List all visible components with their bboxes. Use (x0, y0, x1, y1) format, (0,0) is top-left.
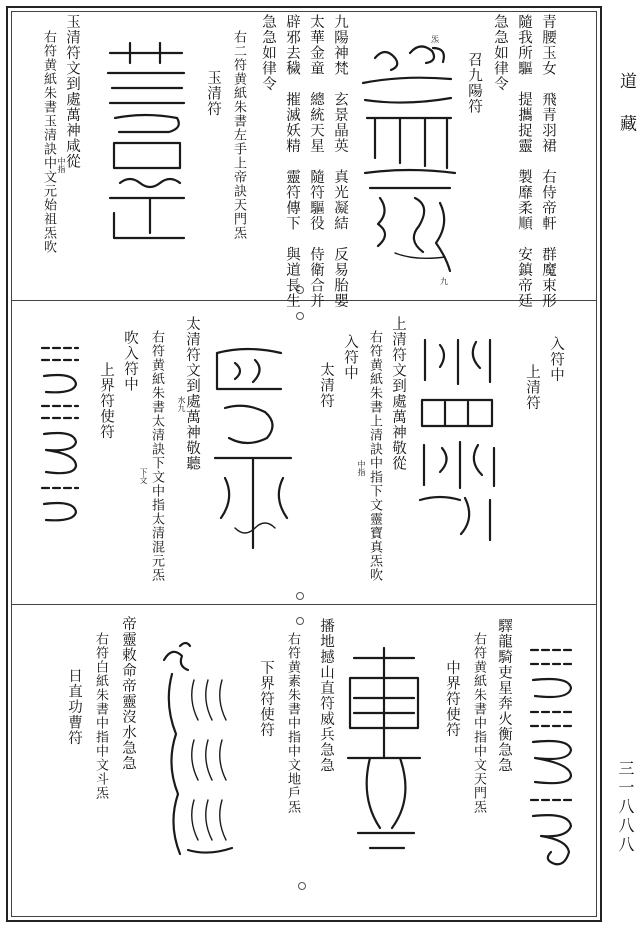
instruction-column: 右符黄紙朱書中指中文天門炁 (471, 632, 486, 814)
text-column: 九陽神梵 玄景晶英 真光凝結 反易胎嬰 (332, 14, 348, 309)
text-column: 太華金童 總統天星 隨符驅役 侍衛合并 (308, 14, 324, 309)
text-column: 入符中 (548, 336, 564, 383)
binding-hole (298, 882, 306, 890)
text-column: 玉清符文到處萬神咸從 (64, 14, 80, 169)
text-column: 太清符文到處萬神敬聽 (184, 316, 200, 471)
annotation: 下文 (139, 468, 148, 484)
talisman-nine-yang (355, 38, 460, 278)
instruction-column (40, 30, 56, 254)
section-heading: 下界符使符 (258, 660, 274, 738)
annotation: 炁 (431, 35, 439, 44)
text-column: 吹入符中 (122, 330, 138, 392)
instruction-column: 右符黄紙朱書上清訣中指下文靈寶真炁吹 (367, 330, 382, 582)
instruction-column: 右符白紙朱書中指中文斗炁 (93, 632, 108, 800)
talisman-upper-realm-envoy (36, 338, 84, 538)
annotation: 中指 (357, 460, 366, 476)
panel-divider-2 (11, 604, 597, 605)
page-number: 三一八八八 (616, 760, 635, 855)
talisman-lower-realm-envoy (340, 648, 428, 863)
panel-divider-1 (11, 300, 597, 301)
text-column: 播地撼山直符威兵急急 (318, 618, 334, 773)
text-column: 上清符文到處萬神敬從 (390, 316, 406, 471)
text-column: 隨我所驅 提攜捉靈 製靡柔順 安鎮帝廷 (516, 14, 532, 309)
section-heading: 太清符 (318, 362, 334, 409)
talisman-daily-duty-officer (150, 640, 240, 865)
section-heading: 召九陽符 (466, 52, 482, 114)
text-column: 辟邪去穢 摧滅妖精 靈符傳下 與道長生 (284, 14, 300, 309)
text-column: 青腰玉女 飛青羽裙 右侍帝軒 群魔束形 (540, 14, 556, 309)
instruction-column: 右二符黄紙朱書左手上帝訣天門炁 (231, 30, 246, 240)
text-column: 帝靈敕命帝靈沒水急急 (120, 616, 136, 771)
binding-hole (296, 312, 304, 320)
instruction-column: 右符黄紙朱書太清訣下文中指太清混元炁 (149, 330, 164, 582)
section-heading: 玉清符 (205, 70, 221, 117)
section-heading: 中界符使符 (444, 660, 460, 738)
text-column: 驛龍騎吏星奔火衡急急 (496, 618, 512, 773)
section-heading: 上界符使符 (98, 362, 114, 440)
instruction-column: 右符黄素朱書中指中文地戶炁 (285, 632, 300, 814)
talisman-great-purity (205, 338, 297, 558)
instruction-text: 右符黄紙朱書玉清訣中文元始祖炁吹 (41, 30, 56, 254)
text-column: 入符中 (342, 334, 358, 381)
annotation: 中指 (57, 157, 66, 173)
annotation: 水九 (177, 396, 186, 412)
text-column: 急急如律令 (260, 14, 276, 92)
text-column: 急急如律令 (492, 14, 508, 92)
book-title: 道 藏 (616, 72, 636, 142)
talisman-upper-purity (410, 330, 505, 548)
talisman-middle-realm-envoy (525, 640, 583, 880)
section-heading: 日直功曹符 (66, 668, 82, 746)
section-heading: 上清符 (524, 364, 540, 411)
binding-hole (296, 617, 304, 625)
binding-hole (296, 592, 304, 600)
talisman-jade-purity (100, 38, 192, 248)
annotation: 九 (440, 277, 448, 286)
